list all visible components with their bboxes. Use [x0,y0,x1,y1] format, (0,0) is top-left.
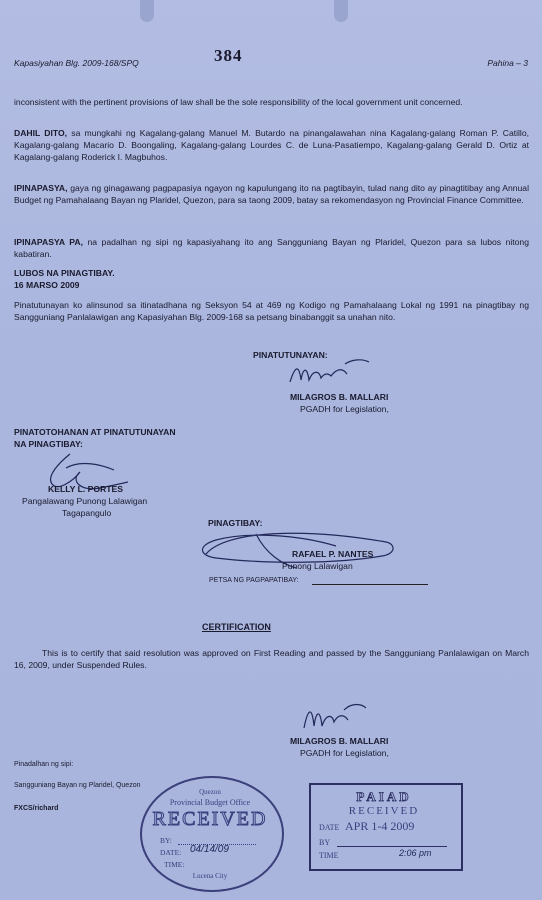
paragraph-lead: IPINAPASYA, [14,183,68,193]
stamp-oval-line2: Provincial Budget Office [169,798,251,807]
stamp-box-top: PAIAD [356,789,412,804]
page-number-stamp: 384 [214,46,243,65]
signature-mallari-1 [285,356,375,390]
page-label: Pahina – 3 [487,58,528,68]
paragraph-ipinapasya-pa [14,236,529,260]
stamp-box-by-line [337,846,447,847]
copy-label: Pinadalhan ng sipi: [14,761,74,768]
stamp-box-received: RECEIVED [348,805,420,817]
approval-date-line [312,584,428,585]
stamp-oval-date: DATE: [160,848,182,857]
stamp-box-date-value: APR 1-4 2009 [345,819,415,833]
certification-text: This is to certify that said resolution was approved on First Reading and passed by the Sangguniang Panlalawigan on March 16, 2009, under Suspended Rules. [14,648,529,671]
approval-heading: PINAGTIBAY: [208,518,263,528]
stamp-oval-date-value: 04/14/09 [190,844,229,855]
paragraph-lead: IPINAPASYA PA, [14,237,83,247]
paragraph-1: inconsistent with the pertinent provisions of law shall be the sole responsibility of the local government unit concerned. [14,97,463,107]
stamp-oval-by: BY: [160,836,172,845]
paragraph-text: gaya ng ginagawang pagpapasiya ngayon ng kapulungang ito na pagtibayin, tulad nang dito ay pinagtitibay ang Annual Budget ng Pamahalaang Bayan ng Plaridel, Quezon, para sa taong 2009, batay sa rekomendasyon ng Provincial Finance Committee. [14,183,529,206]
attest-heading: PINATUTUNAYAN: [253,350,328,360]
copy-recipient: Sangguniang Bayan ng Plaridel, Quezon [14,782,141,789]
certified-heading-line2: NA PINAGTIBAY: [14,439,83,449]
attest-title: PGADH for Legislation, [300,404,389,414]
approval-name: RAFAEL P. NANTES [292,549,374,559]
approval-date: 16 MARSO 2009 [14,280,80,290]
approval-date-label: PETSA NG PAGPAPATIBAY: [209,577,299,584]
certification-name: MILAGROS B. MALLARI [290,736,389,746]
stamp-box-by-label: BY [319,838,331,847]
initials: FXCS/richard [14,805,59,812]
certification-title: PGADH for Legislation, [300,748,389,758]
stamp-box-date-label: DATE [319,823,340,832]
stamp-oval-place: Lucena City [192,872,228,880]
received-box-stamp [309,783,463,871]
approval-title: Punong Lalawigan [282,561,353,571]
stamp-oval-received: RECEIVED [152,808,268,830]
stamp-oval-time: TIME: [164,860,185,869]
approved-line: LUBOS NA PINAGTIBAY. [14,268,115,278]
certified-title-2: Tagapangulo [62,508,112,518]
paragraph-dahil-dito [14,127,529,164]
paragraph-lead: DAHIL DITO, [14,128,68,138]
signature-mallari-2 [300,698,370,736]
paragraph-text: na padalhan ng sipi ng kapasiyahang ito ang Sangguniang Bayan ng Plaridel, Quezon para sa lubos nitong kabatiran. [14,237,529,260]
certified-heading [14,426,176,450]
punch-hole-left [140,0,154,22]
resolution-number: Kapasiyahan Blg. 2009-168/SPQ [14,58,139,68]
paragraph-ipinapasya [14,182,529,206]
certified-title-1: Pangalawang Punong Lalawigan [22,496,148,506]
certified-heading-line1: PINATOTOHANAN AT PINATUTUNAYAN [14,427,176,437]
stamp-oval-line1: Quezon [199,788,221,796]
paragraph-text: sa mungkahi ng Kagalang-galang Manuel M. Butardo na pinangalawahan nina Kagalang-galang Roman P. Catillo, Kagalang-galang Macario D. Boongaling, Kagalang-galang Lourdes C. de Luna-Pasatiempo, Kagalang-galang Gerald D. Ortiz at Kagalang-galang Roderick I. Magbuhos. [14,128,530,163]
certification-heading: CERTIFICATION [202,622,271,632]
budget-office-stamp [140,776,284,892]
certified-name: KELLY L. PORTES [48,484,123,494]
punch-hole-right [334,0,348,22]
stamp-box-time-value: 2:06 pm [399,848,432,858]
attest-name: MILAGROS B. MALLARI [290,392,389,402]
paragraph-pinatutunayan: Pinatutunayan ko alinsunod sa itinatadhana ng Seksyon 54 at 469 ng Kodigo ng Pamahalaang Lokal ng 1991 na pinagtibay ng Sangguniang Panlalawigan ang Kapasiyahan Blg. 2009-168 sa petsang binabanggit sa unahan nito. [14,300,529,323]
stamp-box-time-label: TIME [319,851,339,860]
